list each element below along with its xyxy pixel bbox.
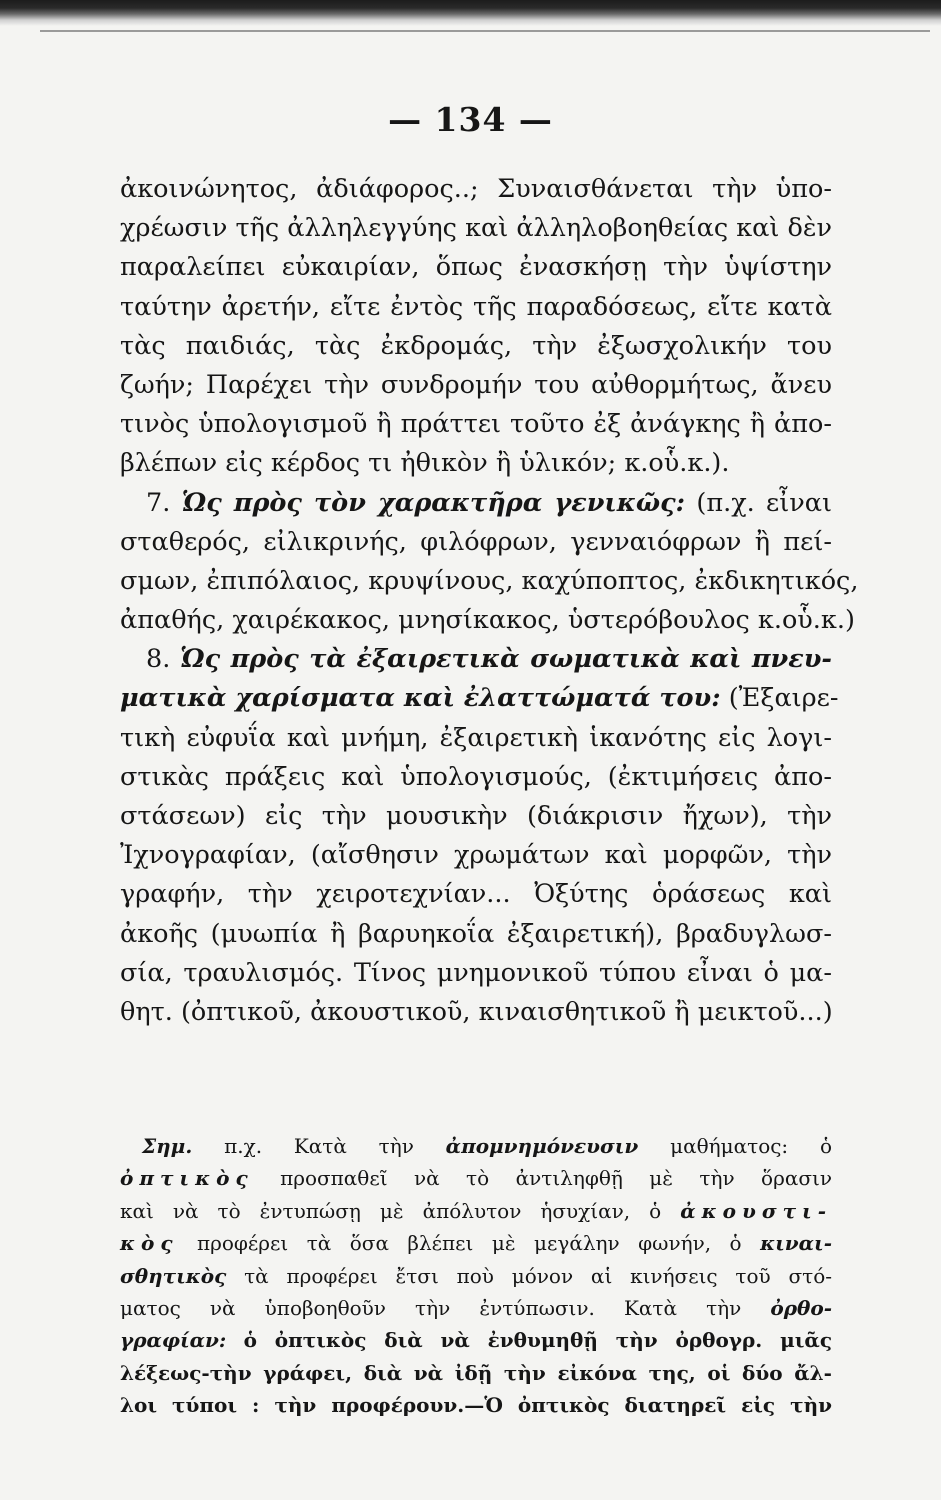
scan-top-edge: [0, 0, 941, 26]
section-heading-tail: (Ἐξαιρε-: [728, 683, 839, 714]
text-line: ταύτην ἀρετήν, εἴτε ἐντὸς τῆς παραδόσεως, εἴτε κατὰ: [120, 291, 832, 322]
text-line: τινὸς ὑπολογισμοῦ ἢ πράττει τοῦτο ἐξ ἀνάγκης ἢ ἀπο-: [120, 409, 832, 440]
footnote-line: [120, 1195, 832, 1227]
footnote-line: [120, 1260, 832, 1292]
note-text: λοι τύποι : τὴν προφέρουν.: [120, 1393, 465, 1418]
text-line: θητ. (ὀπτικοῦ, ἀκουστικοῦ, κιναισθητικοῦ ἢ μεικτοῦ...): [120, 996, 833, 1027]
section-number: 8.: [146, 644, 171, 675]
note-text: μαθήματος: ὁ: [670, 1134, 833, 1158]
note-emphasis: κὸς: [120, 1231, 179, 1256]
note-emphasis: κιναι-: [760, 1231, 832, 1256]
section-8-heading-line-2: [120, 679, 839, 718]
note-emphasis: γραφίαν:: [120, 1328, 227, 1353]
footnote-line: [120, 1324, 832, 1356]
footnote-line: [120, 1227, 832, 1259]
text-line: Ἰχνογραφίαν, (αἴσθησιν χρωμάτων καὶ μορφῶν, τὴν: [120, 840, 832, 871]
note-label: Σημ.: [142, 1134, 193, 1158]
text-line: ἀκοῆς (μυωπία ἢ βαρυηκοΐα ἐξαιρετική), βραδυγλωσ-: [120, 918, 832, 949]
text-line: βλέπων εἰς κέρδος τι ἠθικὸν ἢ ὑλικόν; κ.οὗ.κ.).: [120, 448, 730, 479]
note-text: π.χ. Κατὰ τὴν: [224, 1134, 414, 1158]
note-text: καὶ νὰ τὸ ἐντυπώσῃ μὲ ἀπόλυτον ἡσυχίαν, ὁ: [120, 1198, 662, 1223]
text-line: παραλείπει εὐκαιρίαν, ὅπως ἐνασκήσῃ τὴν ὑψίστην: [120, 252, 832, 283]
text-line: σία, τραυλισμός. Τίνος μνημονικοῦ τύπου εἶναι ὁ μα-: [120, 957, 832, 988]
footnote: [120, 1130, 832, 1422]
text-line: γραφήν, τὴν χειροτεχνίαν... Ὀξύτης ὁράσεως καὶ: [120, 879, 832, 910]
section-heading: ματικὰ χαρίσματα καὶ ἐλαττώματά του:: [120, 683, 721, 714]
text-line: ἀκοινώνητος, ἀδιάφορος..; Συναισθάνεται τὴν ὑπο-: [120, 174, 832, 204]
note-emphasis: ὀπτικὸς: [120, 1166, 254, 1191]
footnote-line: λέξεως-τὴν γράφει, διὰ νὰ ἰδῇ τὴν εἰκόνα της, οἱ δύο ἄλ-: [120, 1360, 832, 1385]
text-line: σμων, ἐπιπόλαιος, κρυψίνους, καχύποπτος, ἐκδικητικός,: [120, 565, 859, 596]
section-heading: Ὡς πρὸς τὰ ἐξαιρετικὰ σωματικὰ καὶ πνευ-: [180, 644, 832, 675]
footnote-line: [120, 1130, 832, 1162]
footnote-line: [120, 1389, 832, 1421]
section-7-heading-line: [120, 484, 832, 523]
note-text: —Ὁ ὀπτικὸς διατηρεῖ εἰς τὴν: [464, 1393, 832, 1418]
text-line: χρέωσιν τῆς ἀλληλεγγύης καὶ ἀλληλοβοηθείας καὶ δὲν: [120, 213, 833, 244]
note-text: τὰ προφέρει ἔτσι ποὺ μόνον αἱ κινήσεις τοῦ στό-: [244, 1263, 832, 1288]
note-text: προσπαθεῖ νὰ τὸ ἀντιληφθῇ μὲ τὴν ὅρασιν: [280, 1166, 833, 1191]
footnote-line: [120, 1292, 832, 1324]
note-emphasis: ὀρθο-: [770, 1295, 833, 1320]
page-number: — 134 —: [388, 100, 553, 139]
section-number: 7.: [146, 487, 171, 518]
section-8-heading-line: [120, 640, 832, 679]
note-text: ὁ ὀπτικὸς διὰ νὰ ἐνθυμηθῇ τὴν ὀρθογρ. μιᾶς: [243, 1328, 832, 1353]
section-heading: Ὡς πρὸς τὸν χαρακτῆρα γενικῶς:: [181, 487, 686, 518]
note-emphasis: ἀπομνημόνευσιν: [445, 1134, 639, 1158]
note-emphasis: σθητικὸς: [120, 1263, 227, 1288]
text-line: ζωήν; Παρέχει τὴν συνδρομήν του αὐθορμήτως, ἄνευ: [120, 369, 832, 400]
text-line: τικὴ εὐφυΐα καὶ μνήμη, ἐξαιρετικὴ ἱκανότης εἰς λογι-: [120, 722, 832, 753]
note-text: ματος νὰ ὑποβοηθοῦν τὴν ἐντύπωσιν. Κατὰ τὴν: [120, 1295, 742, 1320]
note-emphasis: ἀκουστι-: [680, 1198, 833, 1223]
footnote-line: [120, 1162, 832, 1194]
scan-top-rule: [40, 30, 930, 32]
note-text: προφέρει τὰ ὅσα βλέπει μὲ μεγάλην φωνήν, ὁ: [196, 1231, 742, 1256]
text-line: ἀπαθής, χαιρέκακος, μνησίκακος, ὑστερόβουλος κ.οὗ.κ.): [120, 605, 855, 636]
section-heading-tail: (π.χ. εἶναι: [696, 487, 832, 518]
text-line: στικὰς πράξεις καὶ ὑπολογισμούς, (ἐκτιμήσεις ἀπο-: [120, 761, 832, 792]
text-line: στάσεων) εἰς τὴν μουσικὴν (διάκρισιν ἤχων), τὴν: [120, 801, 832, 831]
main-text: [120, 170, 859, 1032]
text-line: σταθερός, εἰλικρινής, φιλόφρων, γενναιόφρων ἢ πεί-: [120, 526, 832, 557]
text-line: τὰς παιδιάς, τὰς ἐκδρομάς, τὴν ἐξωσχολικήν του: [120, 330, 832, 361]
